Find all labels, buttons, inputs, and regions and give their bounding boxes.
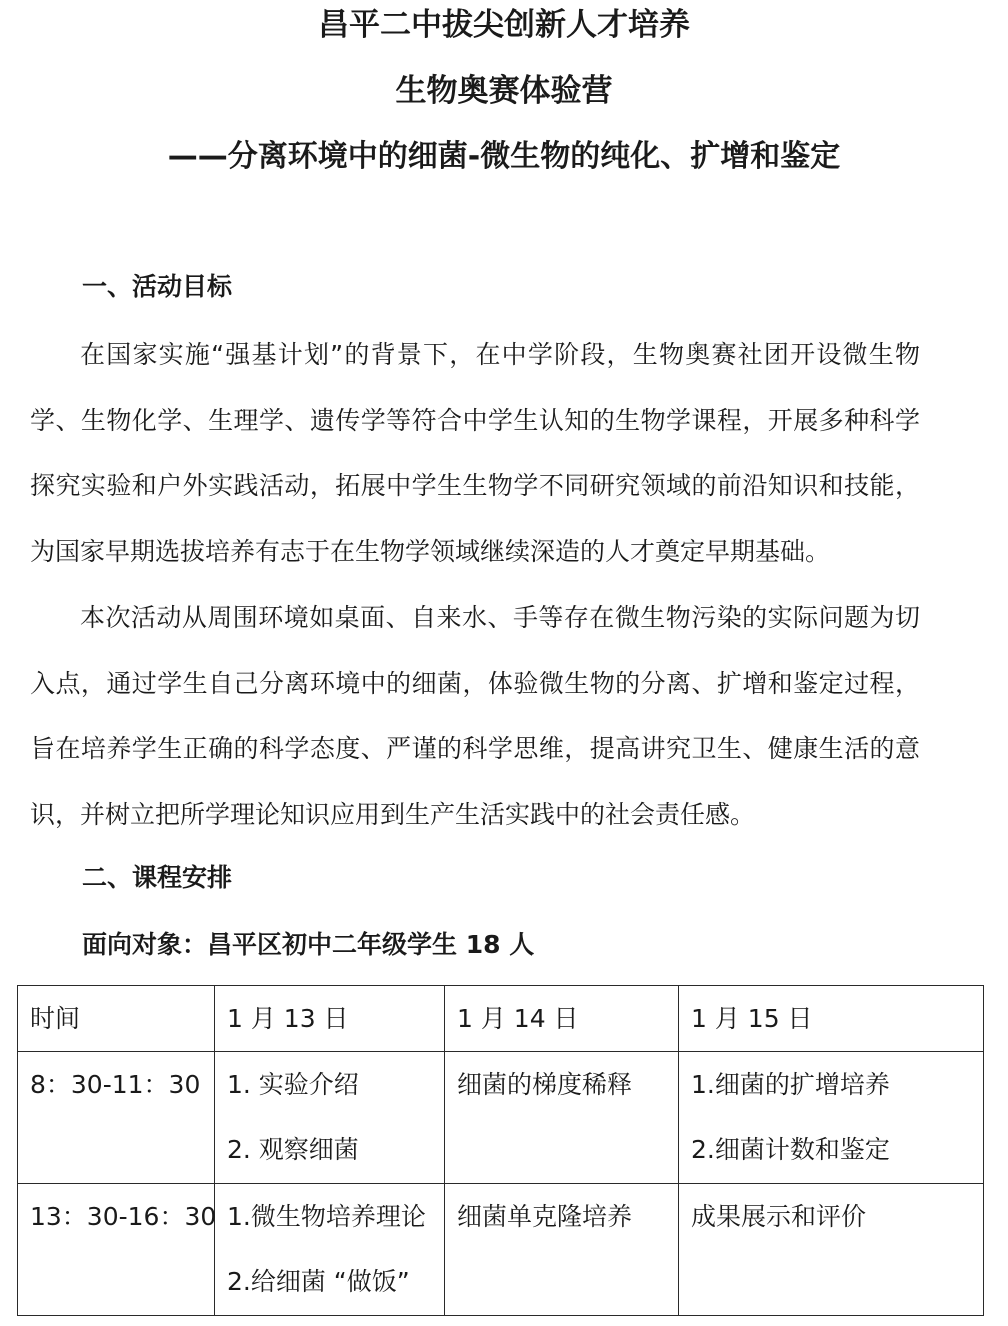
header-jan15: 1 月 15 日 xyxy=(679,986,984,1052)
document-title: 昌平二中拔尖创新人才培养 xyxy=(318,7,690,43)
list-item: 2.给细菌 “做饭” xyxy=(227,1267,410,1296)
audience-line: 面向对象：昌平区初中二年级学生 18 人 xyxy=(82,930,535,959)
afternoon-jan14 xyxy=(445,1184,679,1316)
header-time: 时间 xyxy=(18,986,215,1052)
list-item: 成果展示和评价 xyxy=(691,1202,867,1231)
afternoon-jan13 xyxy=(215,1184,445,1316)
goals-paragraph-2: 本次活动从周围环境如桌面、自来水、手等存在微生物污染的实际问题为切入点，通过学生自己分离环境中的细菌，体验微生物的分离、扩增和鉴定过程，旨在培养学生正确的科学态度、严谨的科学思维，提高讲究卫生、健康生活的意识，并树立把所学理论知识应用到生产生活实践中的社会责任感。 xyxy=(30,603,920,829)
schedule-table xyxy=(17,985,984,1316)
morning-jan13 xyxy=(215,1052,445,1184)
afternoon-time: 13：30-16：30 xyxy=(18,1184,215,1316)
table-header-row xyxy=(18,986,984,1052)
goals-paragraph-1: 在国家实施“强基计划”的背景下，在中学阶段，生物奥赛社团开设微生物学、生物化学、生理学、遗传学等符合中学生认知的生物学课程，开展多种科学探究实验和户外实践活动，拓展中学生生物学不同研究领域的前沿知识和技能，为国家早期选拔培养有志于在生物学领域继续深造的人才奠定早期基础。 xyxy=(30,340,920,566)
list-item: 1. 实验介绍 xyxy=(227,1070,359,1099)
list-item: 细菌单克隆培养 xyxy=(457,1202,633,1231)
morning-jan15 xyxy=(679,1052,984,1184)
document-subtitle: 生物奥赛体验营 xyxy=(395,73,613,109)
list-item: 2. 观察细菌 xyxy=(227,1135,359,1164)
morning-jan14 xyxy=(445,1052,679,1184)
section-heading-goals: 一、活动目标 xyxy=(82,272,233,301)
table-row-morning xyxy=(18,1052,984,1184)
morning-time: 8：30-11：30 xyxy=(18,1052,215,1184)
list-item: 1.微生物培养理论 xyxy=(227,1202,426,1231)
list-item: 2.细菌计数和鉴定 xyxy=(691,1135,890,1164)
list-item: 1.细菌的扩增培养 xyxy=(691,1070,890,1099)
header-jan13: 1 月 13 日 xyxy=(215,986,445,1052)
section-heading-schedule: 二、课程安排 xyxy=(82,863,233,892)
document-topic: ——分离环境中的细菌-微生物的纯化、扩增和鉴定 xyxy=(167,139,841,174)
header-jan14: 1 月 14 日 xyxy=(445,986,679,1052)
list-item: 细菌的梯度稀释 xyxy=(457,1070,633,1099)
table-row-afternoon xyxy=(18,1184,984,1316)
afternoon-jan15 xyxy=(679,1184,984,1316)
